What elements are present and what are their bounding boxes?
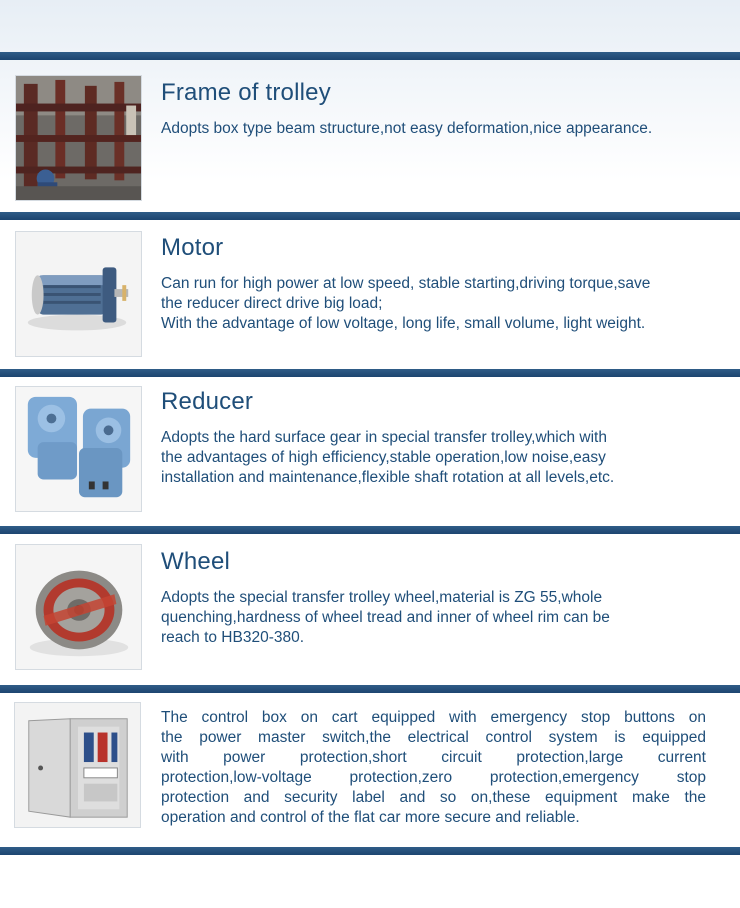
- divider: [0, 526, 740, 534]
- description-line: the advantages of high efficiency,stable operation,low noise,easy: [161, 449, 606, 466]
- description-line: reach to HB320-380.: [161, 629, 305, 646]
- description-line: installation and maintenance,flexible shaft rotation at all levels,etc.: [161, 469, 615, 486]
- section-title: Wheel: [161, 548, 231, 575]
- divider: [0, 847, 740, 855]
- divider: [0, 369, 740, 377]
- description-line: Adopts box type beam structure,not easy deformation,nice appearance.: [161, 120, 653, 137]
- section-title: Frame of trolley: [161, 79, 331, 106]
- reducer-photo: [15, 386, 142, 512]
- wheel-photo: [15, 544, 142, 670]
- description-line: With the advantage of low voltage, long life, small volume, light weight.: [161, 315, 646, 332]
- control-box-photo: [14, 702, 141, 828]
- motor-photo: [15, 231, 142, 357]
- section-description: [161, 588, 706, 648]
- trolley-frame-photo: [15, 75, 142, 201]
- section-description: [161, 428, 706, 488]
- description-line: the power master switch,the electrical control system is equipped: [161, 729, 706, 746]
- description-line: with power protection,short circuit protection,large current: [161, 749, 706, 766]
- section-title: Reducer: [161, 388, 254, 415]
- description-line: quenching,hardness of wheel tread and inner of wheel rim can be: [161, 609, 610, 626]
- description-line: The control box on cart equipped with emergency stop buttons on: [161, 709, 706, 726]
- description-line: protection and security label and so on,these equipment make the: [161, 789, 706, 806]
- section-description: [161, 708, 706, 828]
- section-title: Motor: [161, 234, 224, 261]
- description-line: operation and control of the flat car more secure and reliable.: [161, 809, 580, 826]
- divider: [0, 685, 740, 693]
- divider: [0, 52, 740, 60]
- description-line: the reducer direct drive big load;: [161, 295, 383, 312]
- description-line: Adopts the hard surface gear in special transfer trolley,which with: [161, 429, 607, 446]
- divider: [0, 212, 740, 220]
- description-line: Can run for high power at low speed, stable starting,driving torque,save: [161, 275, 651, 292]
- description-line: protection,low-voltage protection,zero protection,emergency stop: [161, 769, 706, 786]
- section-description: [161, 119, 706, 139]
- section-description: [161, 274, 706, 334]
- description-line: Adopts the special transfer trolley wheel,material is ZG 55,whole: [161, 589, 603, 606]
